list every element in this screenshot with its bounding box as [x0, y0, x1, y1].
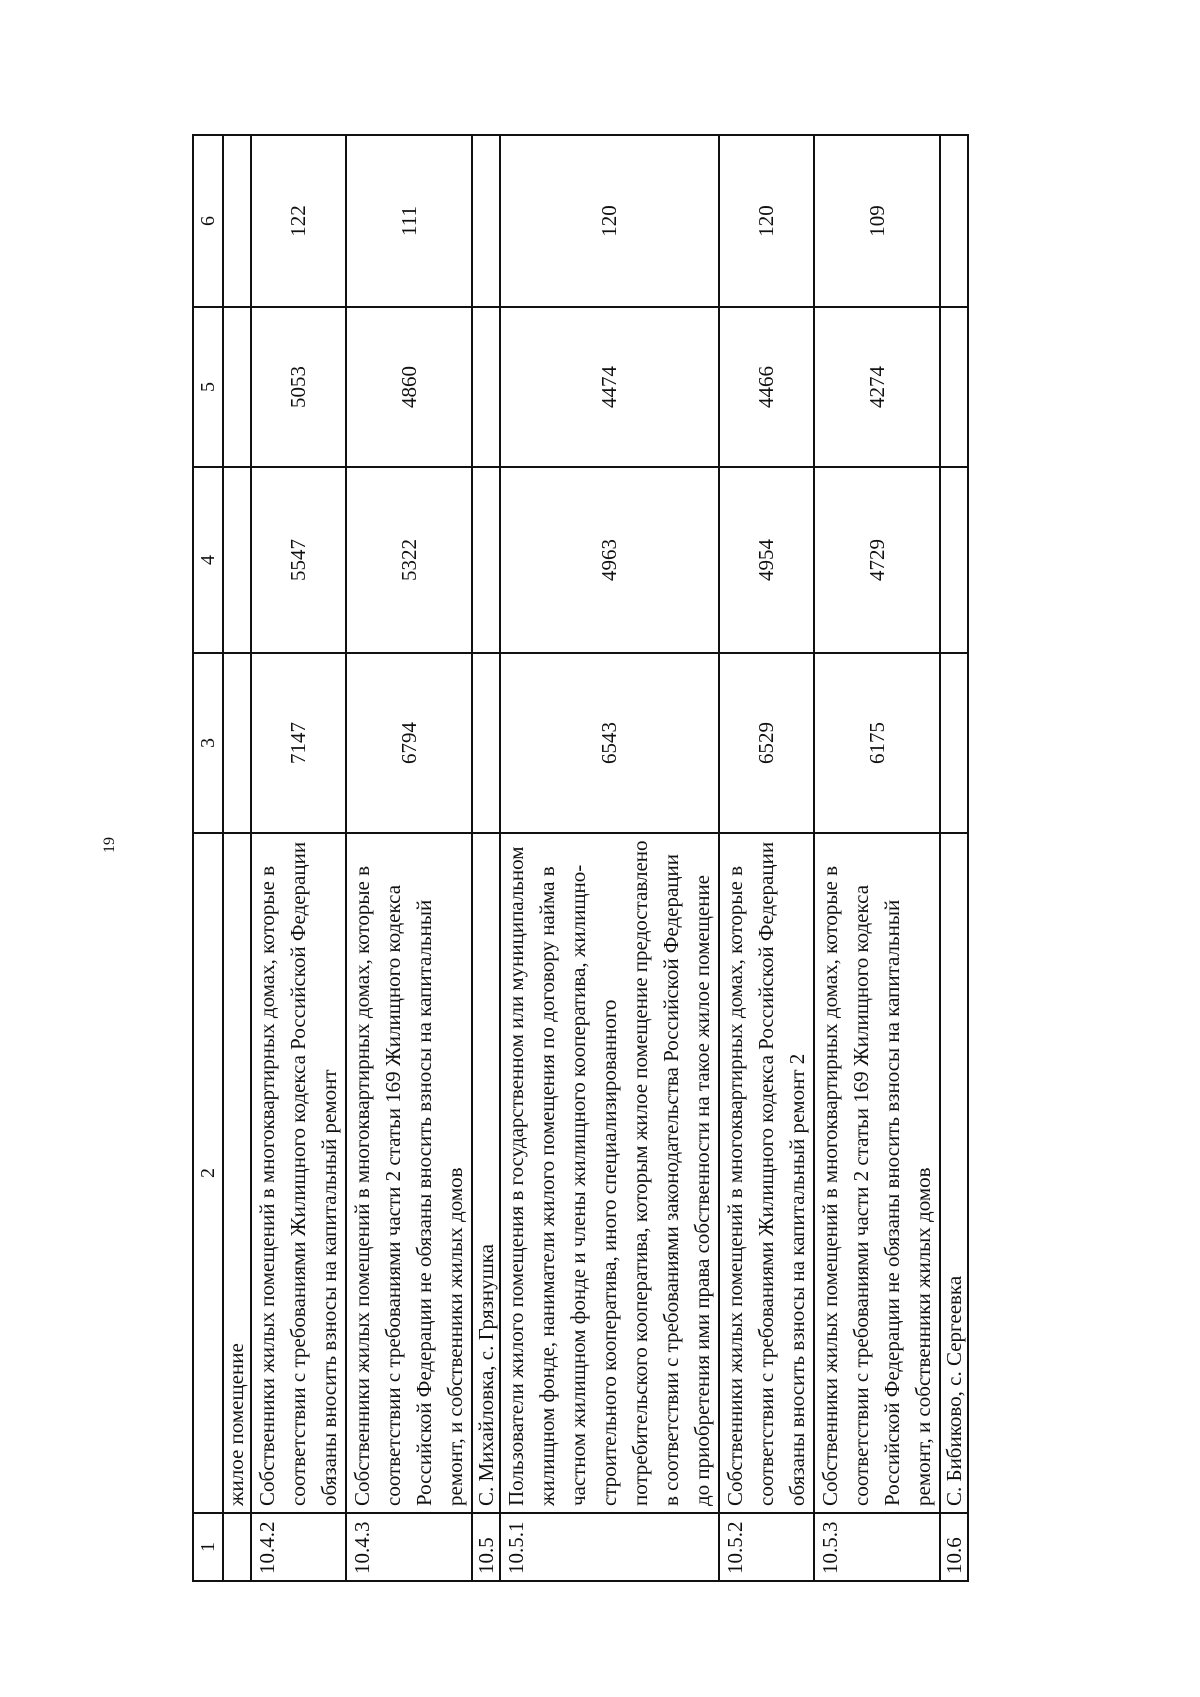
table-section-row	[472, 135, 500, 1581]
tariff-table	[192, 134, 969, 1582]
value-cell	[223, 467, 251, 653]
value-cell: 4274	[814, 307, 940, 467]
value-cell	[472, 467, 500, 653]
value-cell	[223, 653, 251, 833]
value-cell: 5547	[251, 467, 346, 653]
row-code-cell: 10.5.2	[719, 1513, 814, 1581]
value-cell	[223, 307, 251, 467]
row-text-cell: Пользователи жилого помещения в государственном или муниципальном жилищном фонде, наниматели жилого помещения по договору найма в частном жилищном фонде и члены жилищного кооператива, жилищно-строительного кооператива, иного специализированного потребительского кооператива, которым жилое помещение предоставлено в соответствии с требованиями законодательства Российской Федерации до приобретения ими права собственности на такое жилое помещение	[500, 833, 719, 1513]
row-text-cell: Собственники жилых помещений в многоквартирных домах, которые в соответствии с требованиями Жилищного кодекса Российской Федерации обязаны вносить взносы на капитальный ремонт	[251, 833, 346, 1513]
value-cell: 5053	[251, 307, 346, 467]
row-text-cell: Собственники жилых помещений в многоквартирных домах, которые в соответствии с требованиями части 2 статьи 169 Жилищного кодекса Российской Федерации не обязаны вносить взносы на капитальный ремонт, и собственники жилых домов	[814, 833, 940, 1513]
value-cell: 6794	[346, 653, 472, 833]
value-cell: 4963	[500, 467, 719, 653]
row-code-cell: 10.5	[472, 1513, 500, 1581]
table-header-row	[193, 135, 223, 1581]
value-cell: 120	[500, 135, 719, 307]
section-title-cell: С. Бибиково, с. Сергеевка	[940, 833, 968, 1513]
value-cell: 109	[814, 135, 940, 307]
column-header: 5	[193, 307, 223, 467]
table-row	[719, 135, 814, 1581]
row-text-cell: жилое помещение	[223, 833, 251, 1513]
value-cell	[223, 135, 251, 307]
value-cell: 4474	[500, 307, 719, 467]
column-header: 6	[193, 135, 223, 307]
row-code-cell: 10.6	[940, 1513, 968, 1581]
value-cell: 4954	[719, 467, 814, 653]
table-row-continuation	[223, 135, 251, 1581]
row-code-cell: 10.5.3	[814, 1513, 940, 1581]
value-cell	[472, 135, 500, 307]
page-number: 19	[101, 837, 118, 853]
column-header: 3	[193, 653, 223, 833]
value-cell: 5322	[346, 467, 472, 653]
section-title-cell: С. Михайловка, с. Грязнушка	[472, 833, 500, 1513]
value-cell: 120	[719, 135, 814, 307]
row-text-cell: Собственники жилых помещений в многоквартирных домах, которые в соответствии с требованиями Жилищного кодекса Российской Федерации обязаны вносить взносы на капитальный ремонт 2	[719, 833, 814, 1513]
table-row	[251, 135, 346, 1581]
rotated-table-container	[192, 136, 1096, 1582]
row-code-cell: 10.5.1	[500, 1513, 719, 1581]
value-cell: 4860	[346, 307, 472, 467]
value-cell: 6175	[814, 653, 940, 833]
table-section-row	[940, 135, 968, 1581]
table-row	[346, 135, 472, 1581]
row-text-cell: Собственники жилых помещений в многоквартирных домах, которые в соответствии с требованиями части 2 статьи 169 Жилищного кодекса Российской Федерации не обязаны вносить взносы на капитальный ремонт, и собственники жилых домов	[346, 833, 472, 1513]
value-cell	[940, 653, 968, 833]
value-cell: 6543	[500, 653, 719, 833]
row-code-cell	[223, 1513, 251, 1581]
value-cell: 7147	[251, 653, 346, 833]
value-cell: 122	[251, 135, 346, 307]
value-cell: 4466	[719, 307, 814, 467]
column-header: 2	[193, 833, 223, 1513]
table-row	[500, 135, 719, 1581]
value-cell: 4729	[814, 467, 940, 653]
row-code-cell: 10.4.3	[346, 1513, 472, 1581]
value-cell	[940, 467, 968, 653]
value-cell	[940, 135, 968, 307]
column-header: 1	[193, 1513, 223, 1581]
column-header: 4	[193, 467, 223, 653]
value-cell: 6529	[719, 653, 814, 833]
value-cell	[472, 653, 500, 833]
value-cell	[472, 307, 500, 467]
row-code-cell: 10.4.2	[251, 1513, 346, 1581]
table-row	[814, 135, 940, 1581]
value-cell: 111	[346, 135, 472, 307]
value-cell	[940, 307, 968, 467]
